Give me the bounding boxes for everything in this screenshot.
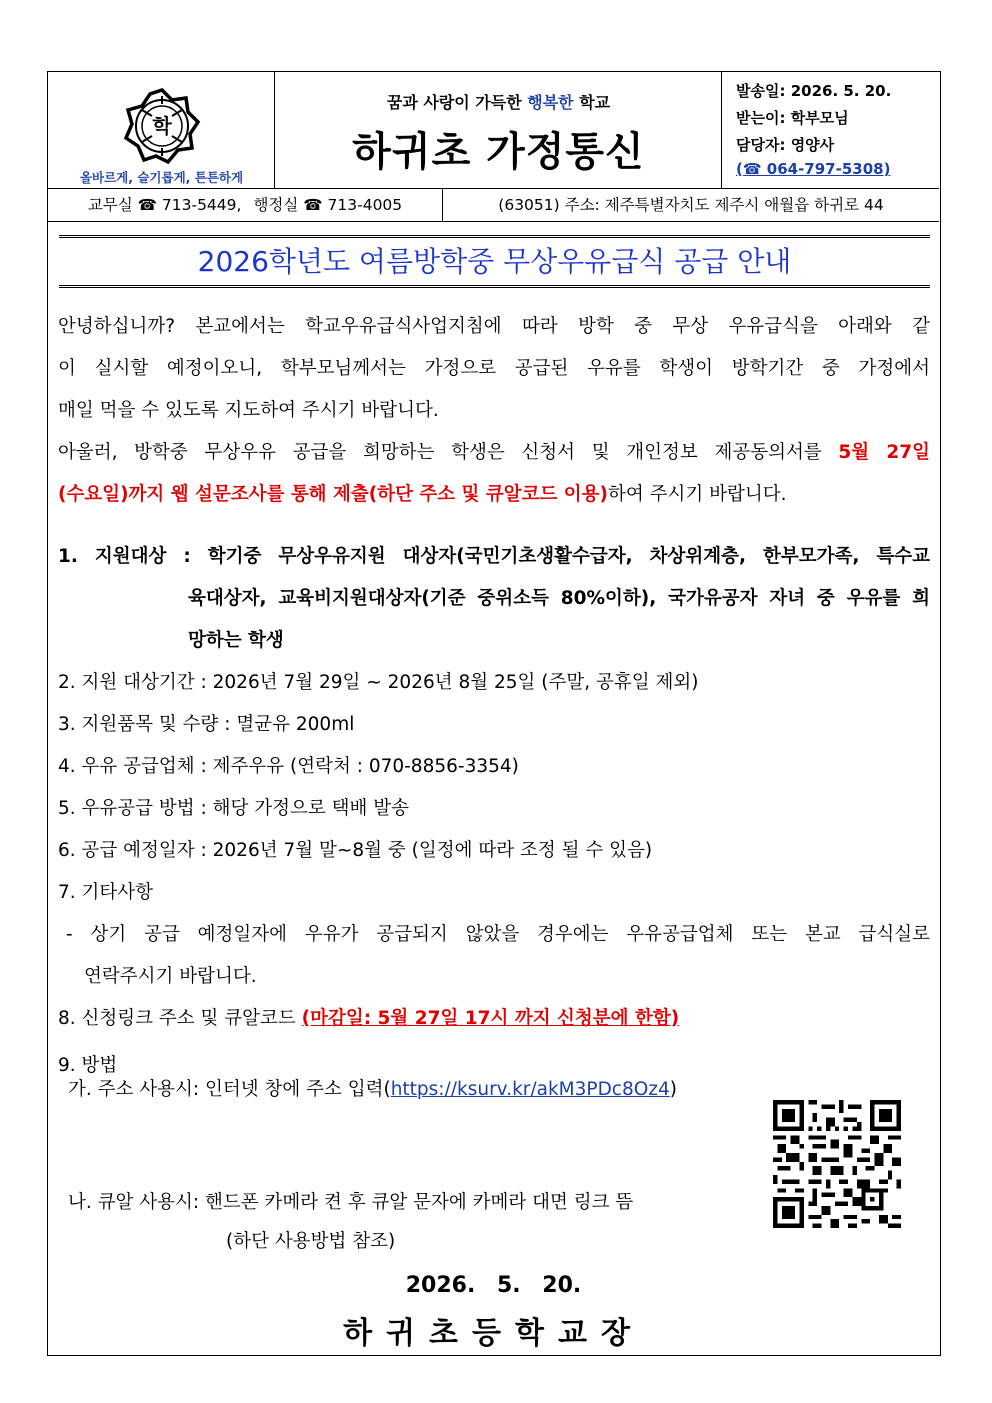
intro-line-5 — [58, 480, 930, 506]
recipient: 받는이: 학부모님 — [736, 109, 849, 127]
school-motto: 올바르게, 슬기롭게, 튼튼하게 — [79, 170, 244, 185]
item-9b-note: (하단 사용방법 참조) — [226, 1231, 396, 1252]
intro-line-5-text: 하여 주시기 바랍니다. — [608, 484, 787, 505]
logo-cell — [48, 72, 275, 189]
item-8-text: 8. 신청링크 주소 및 큐알코드 — [58, 1008, 302, 1029]
admin-phone: 행정실 ☎ 713-4005 — [253, 196, 403, 214]
notice-title-box — [59, 235, 930, 288]
office-phones — [48, 189, 443, 221]
intro-line-4 — [58, 438, 930, 464]
item-2: 2. 지원 대상기간 : 2026년 7월 29일 ~ 2026년 8월 25일 (주말, 공휴일 제외) — [58, 672, 699, 693]
item-9a-text: 가. 주소 사용시: 인터넷 창에 주소 입력( — [68, 1079, 391, 1100]
emblem-char: 학 — [152, 114, 172, 138]
item-6: 6. 공급 예정일자 : 2026년 7월 말~8월 중 (일정에 따라 조정 될 수 있음) — [58, 840, 653, 861]
issue-date: 2026. 5. 20. — [405, 1273, 582, 1298]
item-9: 9. 방법 — [58, 1055, 118, 1076]
manager: 담당자: 영양사 — [736, 136, 835, 154]
submission-instruction: (수요일)까지 웹 설문조사를 통해 제출(하단 주소 및 큐알코드 이용) — [58, 484, 608, 505]
item-9a-close: ) — [669, 1079, 678, 1100]
item-8 — [58, 1004, 930, 1030]
contact-row — [48, 189, 939, 222]
school-address: (63051) 주소: 제주특별자치도 제주시 애월읍 하귀로 44 — [498, 196, 884, 214]
document-frame — [47, 71, 941, 1356]
item-1-line-2: 육대상자, 교육비지원대상자(기준 중위소득 80%이하), 국가유공자 자녀 중 우유를 희 — [188, 588, 930, 609]
send-date: 발송일: 2026. 5. 20. — [736, 82, 892, 100]
item-5: 5. 우유공급 방법 : 해당 가정으로 택배 발송 — [58, 798, 409, 819]
notice-title: 2026학년도 여름방학중 무상우유급식 공급 안내 — [197, 245, 792, 278]
intro-line-2: 이 실시할 예정이오니, 학부모님께서는 가정으로 공급된 우유를 학생이 방학기간 중 가정에서 — [58, 358, 930, 379]
item-4: 4. 우유 공급업체 : 제주우유 (연락처 : 070-8856-3354) — [58, 756, 519, 777]
item-3: 3. 지원품목 및 수량 : 멸균유 200ml — [58, 714, 355, 735]
title-cell — [275, 72, 722, 189]
deadline-note: (마감일: 5월 27일 17시 까지 신청분에 한함) — [301, 1008, 680, 1029]
manager-phone: (☎ 064-797-5308) — [736, 160, 891, 178]
item-7: 7. 기타사항 — [58, 882, 154, 903]
intro-line-4-text: 아울러, 방학중 무상우유 공급을 희망하는 학생은 신청서 및 개인정보 제공동의서를 — [58, 442, 839, 463]
slogan-pre: 꿈과 사랑이 가득한 — [386, 93, 528, 112]
principal-signature: 하귀초등학교장 — [343, 1316, 644, 1351]
item-9b: 나. 큐알 사용시: 핸드폰 카메라 켠 후 큐알 문자에 카메라 대면 링크 뜸 — [68, 1192, 634, 1213]
item-1-line-1: 1. 지원대상 : 학기중 무상우유지원 대상자(국민기초생활수급자, 차상위계층, 한부모가족, 특수교 — [58, 546, 930, 567]
slogan-post: 학교 — [573, 93, 611, 112]
qr-code-icon[interactable] — [773, 1100, 901, 1228]
item-7-line-2: 연락주시기 바랍니다. — [84, 966, 257, 987]
item-1-line-3: 망하는 학생 — [188, 630, 284, 651]
intro-line-1: 안녕하십니까? 본교에서는 학교우유급식사업지침에 따라 방학 중 무상 우유급식을 아래와 같 — [58, 316, 930, 337]
school-slogan — [275, 90, 722, 113]
item-7-line-1: - 상기 공급 예정일자에 우유가 공급되지 않았을 경우에는 우유공급업체 또는 본교 급식실로 — [66, 924, 930, 945]
survey-link[interactable]: https://ksurv.kr/akM3PDc8Oz4 — [390, 1079, 670, 1100]
newsletter-title: 하귀초 가정통신 — [352, 129, 645, 175]
meta-cell — [722, 72, 939, 189]
school-emblem-icon — [122, 86, 202, 166]
item-9a — [68, 1075, 768, 1101]
deadline-date: 5월 27일 — [838, 442, 930, 463]
letterhead — [48, 72, 939, 189]
office-phone: 교무실 ☎ 713-5449, — [87, 196, 242, 214]
intro-line-3: 매일 먹을 수 있도록 지도하여 주시기 바랍니다. — [58, 400, 439, 421]
slogan-highlight: 행복한 — [527, 93, 574, 112]
